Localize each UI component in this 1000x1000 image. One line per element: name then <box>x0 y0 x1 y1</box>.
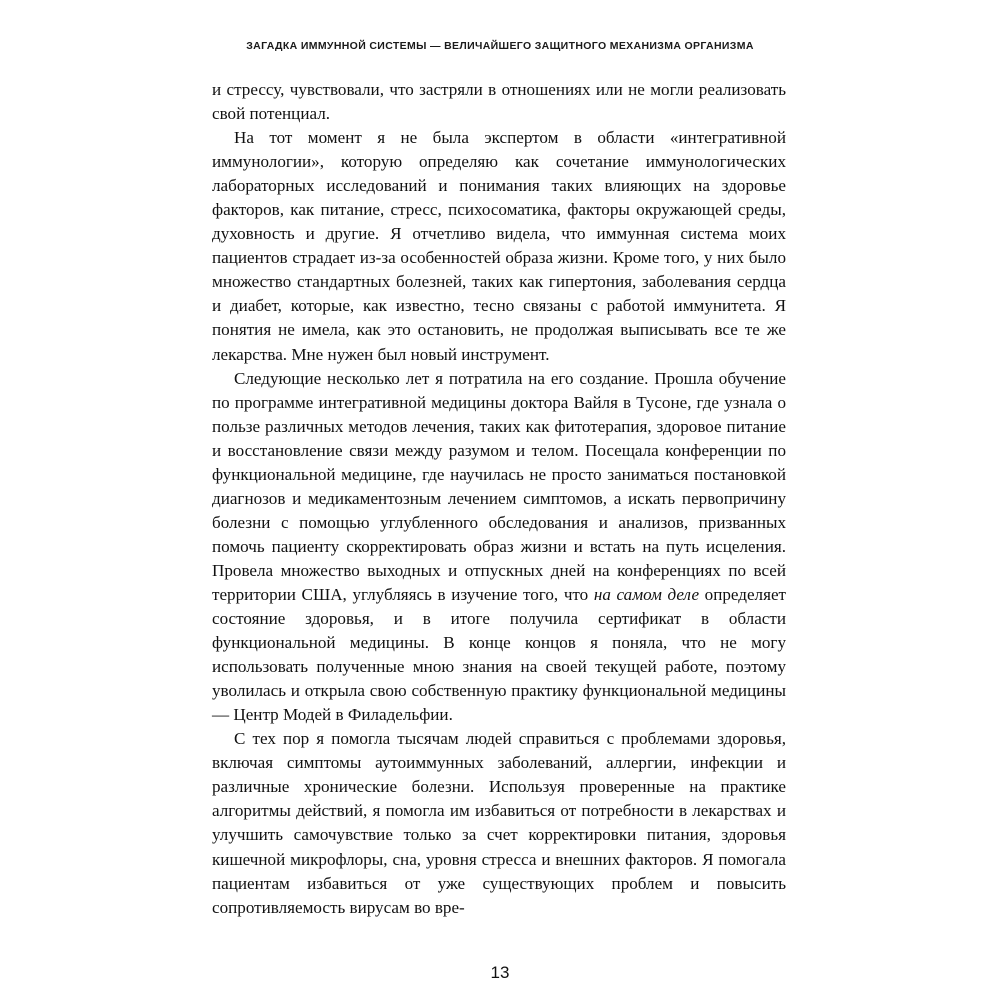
paragraph-1: и стрессу, чувствовали, что застряли в отношениях или не могли реализовать свой потенциал. <box>212 80 786 124</box>
paragraph-3-text-after-italic: определяет состояние здоровья, и в итоге получила сертификат в области функциональной медицины. В конце концов я поняла, что не могу использовать полученные мною знания на своей текущей работе, поэтому уволилась и открыла свою собственную практику функциональной медицины — Центр Модей в Филадельфии. <box>212 584 786 725</box>
page-number: 13 <box>490 963 510 982</box>
paragraph-3 <box>212 367 786 728</box>
paragraph-3-emphasis: на самом деле <box>593 584 700 604</box>
paragraph-4: С тех пор я помогла тысячам людей справиться с проблемами здоровья, включая симптомы аутоиммунных заболеваний, аллергии, инфекции и различные хронические болезни. Используя проверенные на практике алгоритмы действий, я помогла им избавиться от потребности в лекарствах и улучшить самочувствие только за счет корректировки питания, здоровья кишечной микрофлоры, сна, уровня стресса и внешних факторов. Я помогала пациентам избавиться от уже существующих проблем и повысить сопротивляемость вирусам во вре- <box>212 729 786 917</box>
paragraph-3-text-before-italic: Следующие несколько лет я потратила на его создание. Прошла обучение по программе интегративной медицины доктора Вайля в Тусоне, где узнала о пользе различных методов лечения, таких как фитотерапия, здоровое питание и восстановление связи между разумом и телом. Посещала конференции по функциональной медицине, где научилась не просто заниматься постановкой диагнозов и медикаментозным лечением симптомов, а искать первопричину болезни с помощью углубленного обследования и анализов, призванных помочь пациенту скорректировать образ жизни и встать на путь исцеления. Провела множество выходных и отпускных дней на конференциях по всей территории США, углубляясь в изучение того, что <box>212 368 786 604</box>
running-header: ЗАГАДКА ИММУННОЙ СИСТЕМЫ — ВЕЛИЧАЙШЕГО ЗАЩИТНОГО МЕХАНИЗМА ОРГАНИЗМА <box>246 40 754 52</box>
paragraph-2: На тот момент я не была экспертом в области «интегративной иммунологии», которую определяю как сочетание иммунологических лабораторных исследований и понимания таких влияющих на здоровье факторов, как питание, стресс, психосоматика, факторы окружающей среды, духовность и другие. Я отчетливо видела, что иммунная система моих пациентов страдает из-за особенностей образа жизни. Кроме того, у них было множество стандартных болезней, таких как гипертония, заболевания сердца и диабет, которые, как известно, тесно связаны с работой иммунитета. Я понятия не имела, как это остановить, не продолжая выписывать все те же лекарства. Мне нужен был новый инструмент. <box>212 128 786 364</box>
text-column <box>212 78 786 920</box>
